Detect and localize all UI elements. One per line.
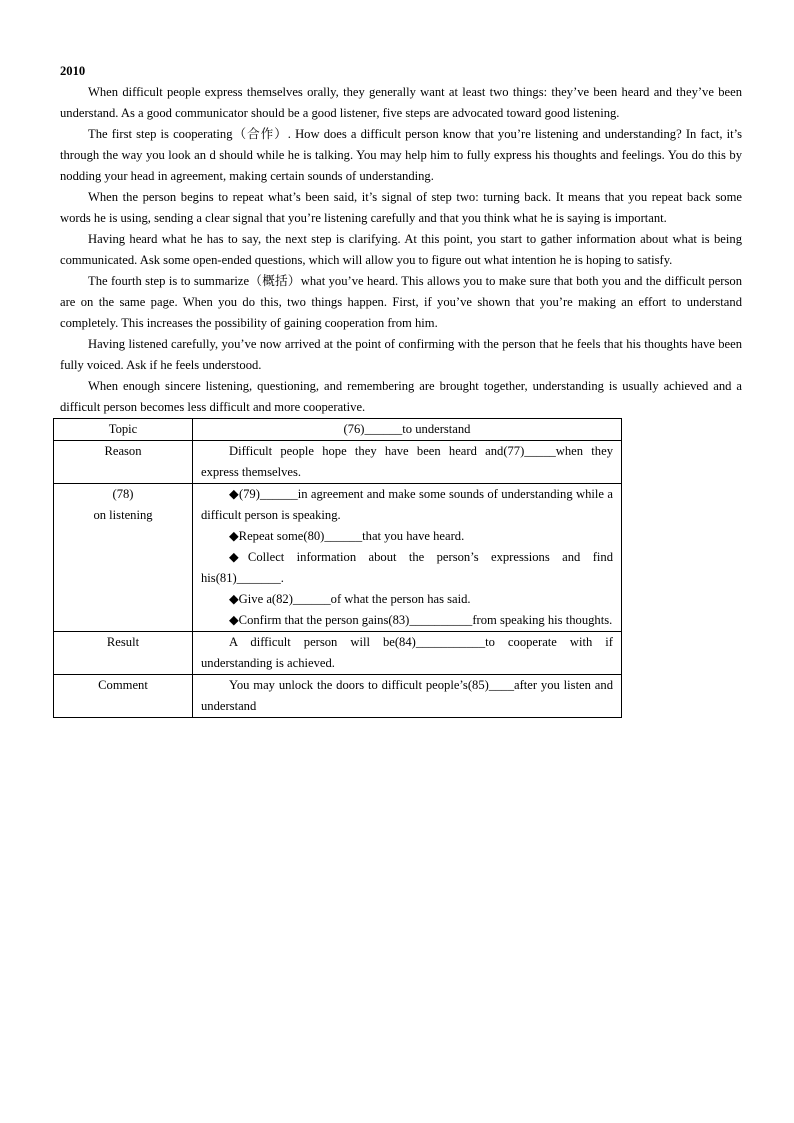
paragraph: When the person begins to repeat what’s been said, it’s signal of step two: turning back. It means that you repeat back some words he is using, sending a clear signal that you’re listening carefully and that you think what he is saying is important. <box>60 190 742 225</box>
paragraph: The fourth step is to summarize（概括）what you’ve heard. This allows you to make sure that both you and the difficult person are on the same page. When you do this, two things happen. First, if you’ve shown that you’re making an effort to understand completely. This increases the possibility of gaining cooperation from him. <box>60 274 742 330</box>
paragraph: Having listened carefully, you’ve now arrived at the point of confirming with the person that he feels that his thoughts have been fully voiced. Ask if he feels understood. <box>60 337 742 372</box>
result-value: A difficult person will be(84)___________to cooperate with if understanding is achieved. <box>201 635 613 670</box>
steps-label-text: on listening <box>93 508 153 522</box>
steps-cell <box>193 484 622 632</box>
result-label: Result <box>54 632 193 675</box>
reason-cell <box>193 441 622 484</box>
topic-value: (76)______to understand <box>193 419 622 441</box>
steps-label <box>54 484 193 632</box>
step-bullet: ◆(79)______in agreement and make some sounds of understanding while a difficult person is speaking. <box>201 487 613 522</box>
reason-value: Difficult people hope they have been heard and(77)_____when they express themselves. <box>201 444 613 479</box>
paragraph: Having heard what he has to say, the next step is clarifying. At this point, you start to gather information about what is being communicated. Ask some open-ended questions, which will allow you to figure out what intention he is hoping to satisfy. <box>60 232 742 267</box>
step-bullet: ◆Confirm that the person gains(83)__________from speaking his thoughts. <box>229 613 613 627</box>
reason-label: Reason <box>54 441 193 484</box>
paragraph: When enough sincere listening, questioning, and remembering are brought together, understanding is usually achieved and a difficult person becomes less difficult and more cooperative. <box>60 379 742 414</box>
step-bullet: ◆Collect information about the person’s expressions and find his(81)_______. <box>201 550 613 585</box>
table-row <box>54 632 622 675</box>
result-cell <box>193 632 622 675</box>
document-body <box>60 61 742 718</box>
table-row <box>54 441 622 484</box>
task-table <box>53 418 622 718</box>
topic-label: Topic <box>54 419 193 441</box>
comment-value: You may unlock the doors to difficult people’s(85)____after you listen and understand <box>201 678 613 713</box>
comment-cell <box>193 675 622 718</box>
paragraph: The first step is cooperating（合作）. How does a difficult person know that you’re listening and understanding? In fact, it’s through the way you look an d should while he is talking. You may help him to fully express his thoughts and feelings. You do this by nodding your head in agreement, making certain sounds of understanding. <box>60 127 742 183</box>
step-bullet: ◆Repeat some(80)______that you have heard. <box>229 529 465 543</box>
table-row <box>54 484 622 632</box>
year-heading: 2010 <box>60 64 86 78</box>
comment-label: Comment <box>54 675 193 718</box>
table-row <box>54 419 622 441</box>
step-bullet: ◆Give a(82)______of what the person has said. <box>229 592 471 606</box>
table-row <box>54 675 622 718</box>
steps-label-number: (78) <box>112 487 134 501</box>
paragraph: When difficult people express themselves orally, they generally want at least two things: they’ve been heard and they’ve been understand. As a good communicator should be a good listener, five steps are advocated toward good listening. <box>60 85 742 120</box>
